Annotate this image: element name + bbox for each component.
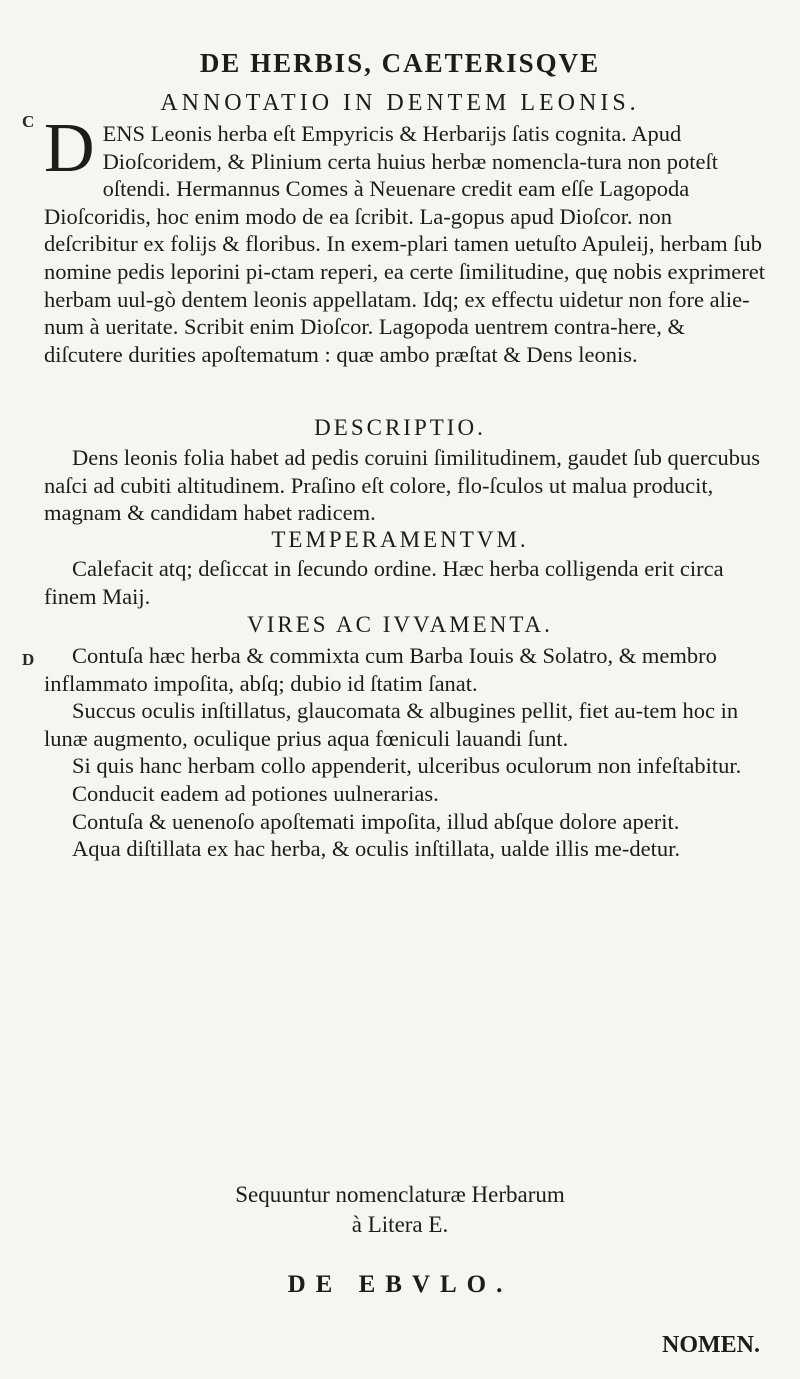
closing-line-1: Sequuntur nomenclaturæ Herbarum (235, 1182, 565, 1207)
vires-paragraph-2: Succus oculis inſtillatus, glaucomata & albugines pellit, fiet au-tem hoc in lunæ augmento, oculique prius aqua fœniculi lauandi ſunt. (44, 698, 739, 751)
vires-section (44, 642, 768, 863)
intro-text: ENS Leonis herba eſt Empyricis & Herbarijs ſatis cognita. Apud Dioſcoridem, & Plinium certa huius herbæ nomencla-tura non poteſt oſtendi. Hermannus Comes à Neuenare credit eam eſſe Lagopoda Dioſcoridis, hoc enim modo de ea ſcribit. La-gopus apud Dioſcor. non deſcribitur ex folijs & floribus. In exem-plari tamen uetuſto Apuleij, herbam ſub nomine pedis leporini pi-ctam reperi, ea certe ſimilitudine, quę nobis exprimeret herbam uul-gò dentem leonis appellatam. Idq; ex effectu uidetur non fore alie-num à ueritate. Scribit enim Dioſcor. Lagopoda uentrem contra-here, & diſcutere durities apoſtematum : quæ ambo præſtat & Dens leonis. (44, 121, 766, 367)
vires-paragraph-4: Conducit eadem ad potiones uulnerarias. (72, 780, 439, 806)
closing-note (0, 1180, 800, 1240)
vires-paragraph-5: Contuſa & uenenoſo apoſtemati impoſita, illud abſque dolore aperit. (72, 808, 680, 834)
section-title: ANNOTATIO IN DENTEM LEONIS. (160, 90, 640, 116)
vires-paragraph-1: Contuſa hæc herba & commixta cum Barba Iouis & Solatro, & membro inflammato impoſita, abſq; dubio id ſtatim ſanat. (44, 643, 717, 696)
margin-mark-d: D (22, 650, 35, 669)
vires-paragraph-6: Aqua diſtillata ex hac herba, & oculis inſtillata, ualde illis me-detur. (72, 836, 680, 862)
vires-paragraph-3: Si quis hanc herbam collo appenderit, ulceribus oculorum non infeſtabitur. (72, 753, 742, 779)
margin-mark-c: C (22, 112, 35, 131)
closing-line-2: à Litera E. (351, 1212, 449, 1237)
drop-capital: D (44, 110, 95, 187)
descriptio-text: Dens leonis folia habet ad pedis coruini ſimilitudinem, gaudet ſub quercubus naſci ad cubiti altitudinem. Praſino eſt colore, flo-ſculos ut malua producit, magnam & candidam habet radicem. (44, 445, 760, 526)
next-chapter-heading: DE EBVLO. (287, 1271, 513, 1298)
temperamentum-text: Calefacit atq; deſiccat in ſecundo ordine. Hæc herba colligenda erit circa finem Maij. (44, 556, 724, 609)
descriptio-heading: DESCRIPTIO. (314, 415, 486, 440)
descriptio-paragraph (44, 444, 768, 527)
temperamentum-heading: TEMPERAMENTVM. (271, 527, 529, 552)
temperamentum-paragraph (44, 555, 768, 610)
intro-paragraph (44, 110, 768, 368)
catchword: NOMEN. (662, 1332, 760, 1358)
running-head: DE HERBIS, CAETERISQVE (199, 48, 601, 78)
vires-heading: VIRES AC IVVAMENTA. (247, 612, 553, 637)
